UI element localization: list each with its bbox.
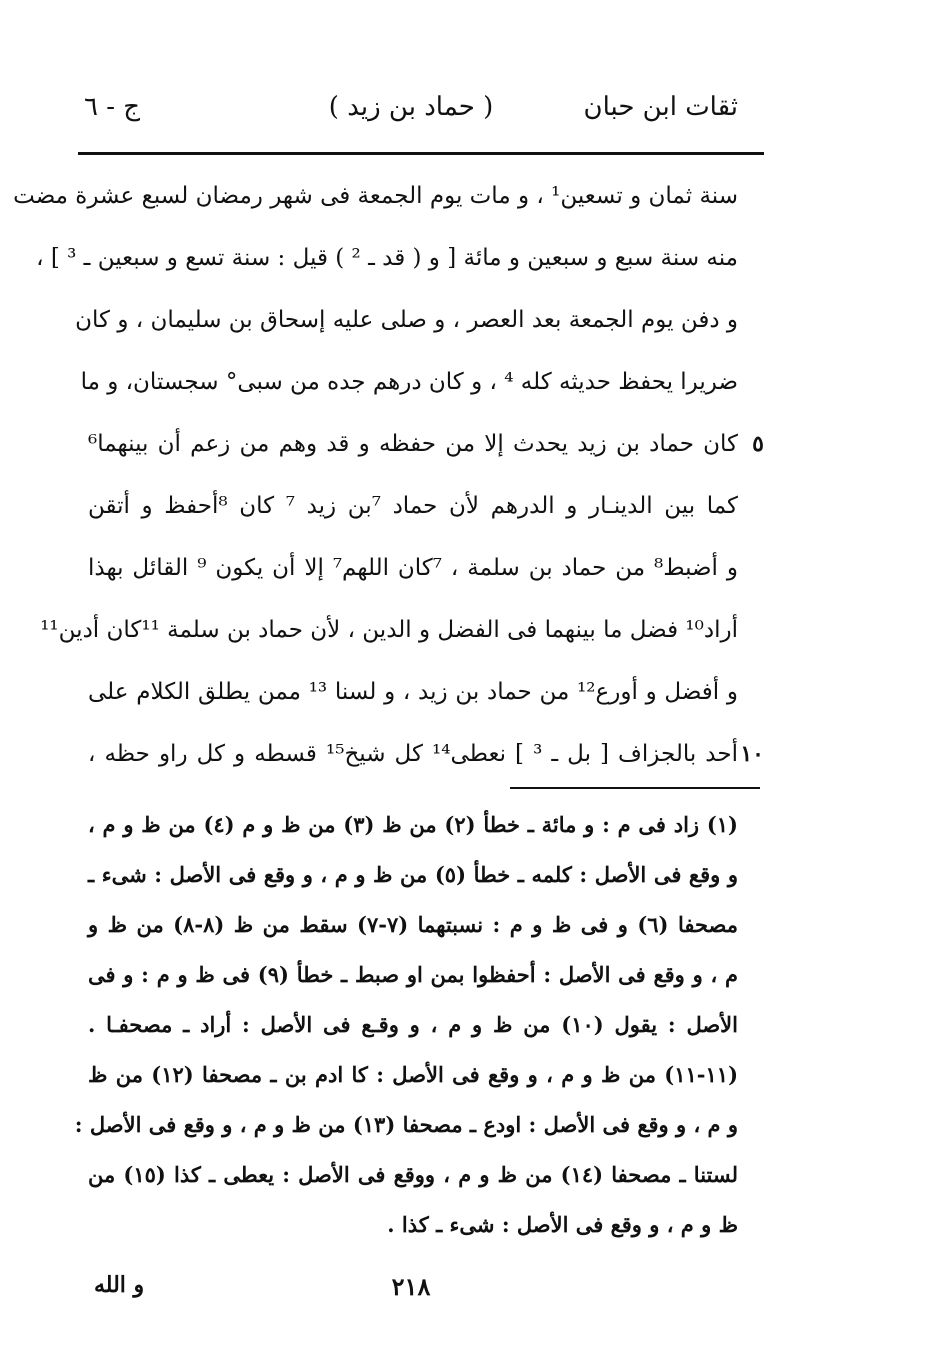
text-line [88, 475, 738, 537]
main-text [13, 165, 764, 785]
header-entry-name: ( حماد بن زيد ) [328, 92, 494, 122]
catchword: و الله [94, 1272, 145, 1298]
text-line [13, 165, 738, 227]
footnote-line: م ، و وقع فى الأصل : أحفظوا بمن او صبط ـ خطأ (٩) فى ظ و م : و فى [88, 962, 738, 987]
footnote-line: (١) زاد فى م : و مائة ـ خطأ (٢) من ظ (٣) من ظ و م (٤) من ظ و م ، [88, 812, 738, 837]
line-text: و أضبط⁸ من حماد بن سلمة ، ⁷كان اللهم⁷ إلا أن يكون ⁹ القائل بهذا [88, 555, 738, 581]
text-line [36, 227, 738, 289]
text-line [80, 351, 738, 413]
header-volume: ج - ٦ [84, 92, 141, 122]
footnote-line: و م ، و وقع فى الأصل : اودع ـ مصحفا (١٣) من ظ و م ، و وقع فى الأصل : [74, 1112, 738, 1137]
page-footer [84, 1272, 738, 1312]
header-rule [78, 152, 764, 155]
line-number: ١٠ [740, 741, 764, 767]
footnote-line: و وقع فى الأصل : كلمه ـ خطأ (٥) من ظ و م ، و وقع فى الأصل : شىء ـ [88, 862, 738, 887]
line-text: أراد¹⁰ فضل ما بينهما فى الفضل و الدين ، لأن حماد بن سلمة ¹¹كان أدين¹¹ [40, 617, 738, 643]
footnote-line: لستنا ـ مصحفا (١٤) من ظ و م ، ووقع فى الأصل : يعطى ـ كذا (١٥) من [88, 1162, 739, 1187]
header-book-title: ثقات ابن حبان [583, 92, 738, 122]
line-text: أحد بالجزاف [ بل ـ ³ ] نعطى¹⁴ كل شيخ¹⁵ قسطه و كل راو حظه ، [88, 741, 738, 767]
footnote-separator [510, 787, 760, 789]
line-text: و أفضل و أورع¹² من حماد بن زيد ، و لسنا ¹³ ممن يطلق الكلام على [88, 679, 738, 705]
text-line [88, 537, 738, 599]
footnote-line: ظ و م ، و وقع فى الأصل : شىء ـ كذا . [387, 1212, 738, 1237]
text-line [40, 599, 738, 661]
line-text: و دفن يوم الجمعة بعد العصر ، و صلى عليه إسحاق بن سليمان ، و كان [75, 307, 738, 333]
line-text: كما بين الدينـار و الدرهم لأن حماد ⁷بن زيد ⁷ كان ⁸أحفظ و أتقن [88, 493, 738, 519]
line-number: ٥ [752, 431, 764, 457]
footnotes [74, 800, 739, 1250]
line-text: منه سنة سبع و سبعين و مائة [ و ( قد ـ ² ) قيل : سنة تسع و سبعين ـ ³ ] ، [36, 245, 738, 271]
footnote-line: مصحفا (٦) و فى ظ و م : نسبتهما (٧-٧) سقط من ظ (٨-٨) من ظ و [88, 912, 738, 937]
text-line [88, 413, 764, 475]
line-text: سنة ثمان و تسعين¹ ، و مات يوم الجمعة فى شهر رمضان لسبع عشرة مضت [13, 183, 738, 209]
running-header [84, 92, 738, 142]
text-line [88, 661, 738, 723]
page-number: ٢١٨ [391, 1272, 431, 1301]
footnote-line: (١١-١١) من ظ و م ، و وقع فى الأصل : كا ادم بن ـ مصحفا (١٢) من ظ [88, 1062, 738, 1087]
line-text: كان حماد بن زيد يحدث إلا من حفظه و قد وهم من زعم أن بينهما⁶ [88, 431, 738, 457]
footnote-line: الأصل : يقول (١٠) من ظ و م ، و وقـع فى الأصل : أراد ـ مصحفـا . [88, 1012, 738, 1037]
line-text: ضريرا يحفظ حديثه كله ⁴ ، و كان درهم جده من سبى° سجستان، و ما [80, 369, 738, 395]
text-line [88, 723, 764, 785]
text-line [75, 289, 738, 351]
